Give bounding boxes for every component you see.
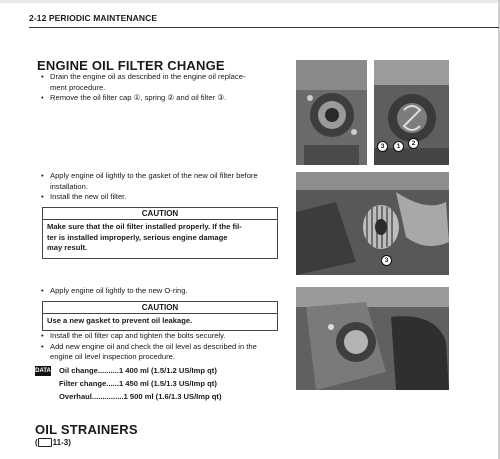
bullet-install-filter: • Install the new oil filter. — [41, 192, 291, 203]
callout-3-second: 3 — [381, 255, 392, 266]
section-title-oil-strainers: OIL STRAINERS — [35, 422, 138, 437]
section-title-oil-filter-change: ENGINE OIL FILTER CHANGE — [37, 58, 225, 73]
page-header: 2-12 PERIODIC MAINTENANCE — [29, 13, 158, 23]
callout-3: 3 — [377, 141, 388, 152]
bullet-apply-gasket-oil: • Apply engine oil lightly to the gasket of the new oil filter before installation. — [41, 171, 291, 192]
bullet-install-cap: • Install the oil filter cap and tighten the bolts securely. — [41, 331, 291, 342]
page-reference-icon — [38, 438, 52, 447]
bullet-apply-oring-oil: • Apply engine oil lightly to the new O-ring. — [41, 286, 291, 297]
scan-edge — [0, 0, 500, 3]
section1-text — [41, 72, 291, 104]
caution-box-gasket — [42, 301, 278, 331]
header-rule — [29, 27, 499, 28]
caution-title: CAUTION — [43, 208, 277, 220]
bullet-add-oil: • Add new engine oil and check the oil level as described in the engine oil level inspection procedure. — [41, 342, 291, 363]
capacity-oil-change: Oil change..........1 400 ml (1.5/1.2 US/Imp qt) — [59, 366, 217, 375]
capacity-overhaul: Overhaul...............1 500 ml (1.6/1.3 US/Imp qt) — [59, 392, 222, 401]
bullet-remove-filter: • Remove the oil filter cap ①, spring ② and oil filter ③. — [41, 93, 291, 104]
photo-filter-cap-removed — [296, 60, 367, 165]
caution-text: Make sure that the oil filter installed properly. If the fil- ter is installed improperly, serious engine damage may result. — [47, 222, 242, 252]
caution-title-2: CAUTION — [43, 302, 277, 314]
bullet-drain-oil: • Drain the engine oil as described in the engine oil replace- ment procedure. — [41, 72, 291, 93]
photo-new-filter-install — [296, 172, 449, 275]
caution-text-2: Use a new gasket to prevent oil leakage. — [47, 316, 193, 325]
photo-filter-cap-install — [296, 287, 449, 390]
callout-1: 1 — [393, 141, 404, 152]
section3-oring — [41, 286, 291, 297]
data-badge: DATA — [35, 368, 51, 374]
capacity-filter-change: Filter change......1 450 ml (1.5/1.3 US/Imp qt) — [59, 379, 217, 388]
section2-text — [41, 171, 291, 203]
caution-box-filter-install — [42, 207, 278, 259]
callout-2: 2 — [408, 138, 419, 149]
cross-reference: ( 11-3) — [35, 438, 71, 447]
section3-text — [41, 331, 291, 363]
